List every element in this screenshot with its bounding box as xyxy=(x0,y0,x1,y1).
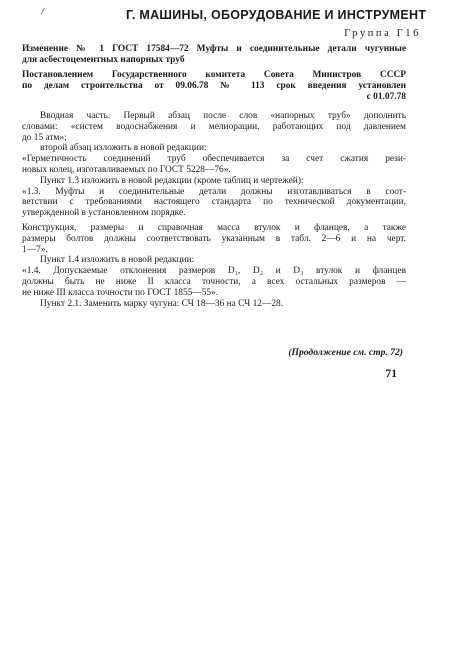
body-line: до 15 атм»; xyxy=(22,132,67,143)
body-line: словами: «систем водоснабжения и мелиорации, работающих под давлением xyxy=(22,121,406,132)
body-line: «1.3. Муфты и соединительные детали должны изготавливаться в соот- xyxy=(22,186,406,197)
amendment-line-1: Изменение № 1 ГОСТ 17584—72 Муфты и соединительные детали чугунные xyxy=(22,44,406,54)
effective-date: с 01.07.78 xyxy=(366,91,406,102)
body-line: «Герметичность соединений труб обеспечивается за счет сжатия рези- xyxy=(22,154,406,165)
pencil-mark: / xyxy=(40,5,45,19)
decree-line-2: по делам строительства от 09.06.78 № 113 срок введения установлен xyxy=(22,80,406,91)
body-line: «1.4. Допускаемые отклонения размеров D₁, D₂ и D₃ втулок и фланцев xyxy=(22,266,406,277)
body-line: должны быть не ниже II класса точности, а всех остальных размеров — xyxy=(22,276,406,287)
body-line: Пункт 1.4 изложить в новой редакции: xyxy=(40,255,195,266)
body-line: размеры болтов должны соответствовать указанным в табл. 2—6 и на черт. xyxy=(22,233,406,244)
page-number: 71 xyxy=(385,368,397,380)
body-line: ветствии с требованиями настоящего стандарта по технической документации, xyxy=(22,197,406,208)
body-line: второй абзац изложить в новой редакции: xyxy=(40,143,207,154)
body-line: Пункт 1.3 изложить в новой редакции (кроме таблиц и чертежей): xyxy=(40,175,304,186)
body-line: Конструкция, размеры и справочная масса втулок и фланцев, а также xyxy=(22,222,406,233)
body-line: новых колец, изготавливаемых по ГОСТ 5228—76». xyxy=(22,164,231,175)
continuation-note: (Продолжение см. стр. 72) xyxy=(288,347,403,358)
amendment-body xyxy=(22,111,406,309)
amendment-title xyxy=(22,44,406,66)
body-line: утвержденной в установленном порядке. xyxy=(22,208,186,219)
body-line: Вводная часть. Первый абзац после слов «напорных труб» дополнить xyxy=(40,111,406,121)
body-line: Пункт 2.1. Заменить марку чугуна: СЧ 18—36 на СЧ 12—28. xyxy=(40,298,284,309)
decree-line-1: Постановлением Государственного комитета Совета Министров СССР xyxy=(22,70,406,80)
body-line: 1—7». xyxy=(22,244,48,255)
group-code: Группа Г16 xyxy=(344,28,421,39)
amendment-line-2: для асбестоцементных напорных труб xyxy=(22,54,185,65)
section-title: Г. МАШИНЫ, ОБОРУДОВАНИЕ И ИНСТРУМЕНТ xyxy=(126,8,427,22)
body-line: не ниже III класса точности по ГОСТ 1855—55». xyxy=(22,287,219,298)
decree-block xyxy=(22,70,406,102)
